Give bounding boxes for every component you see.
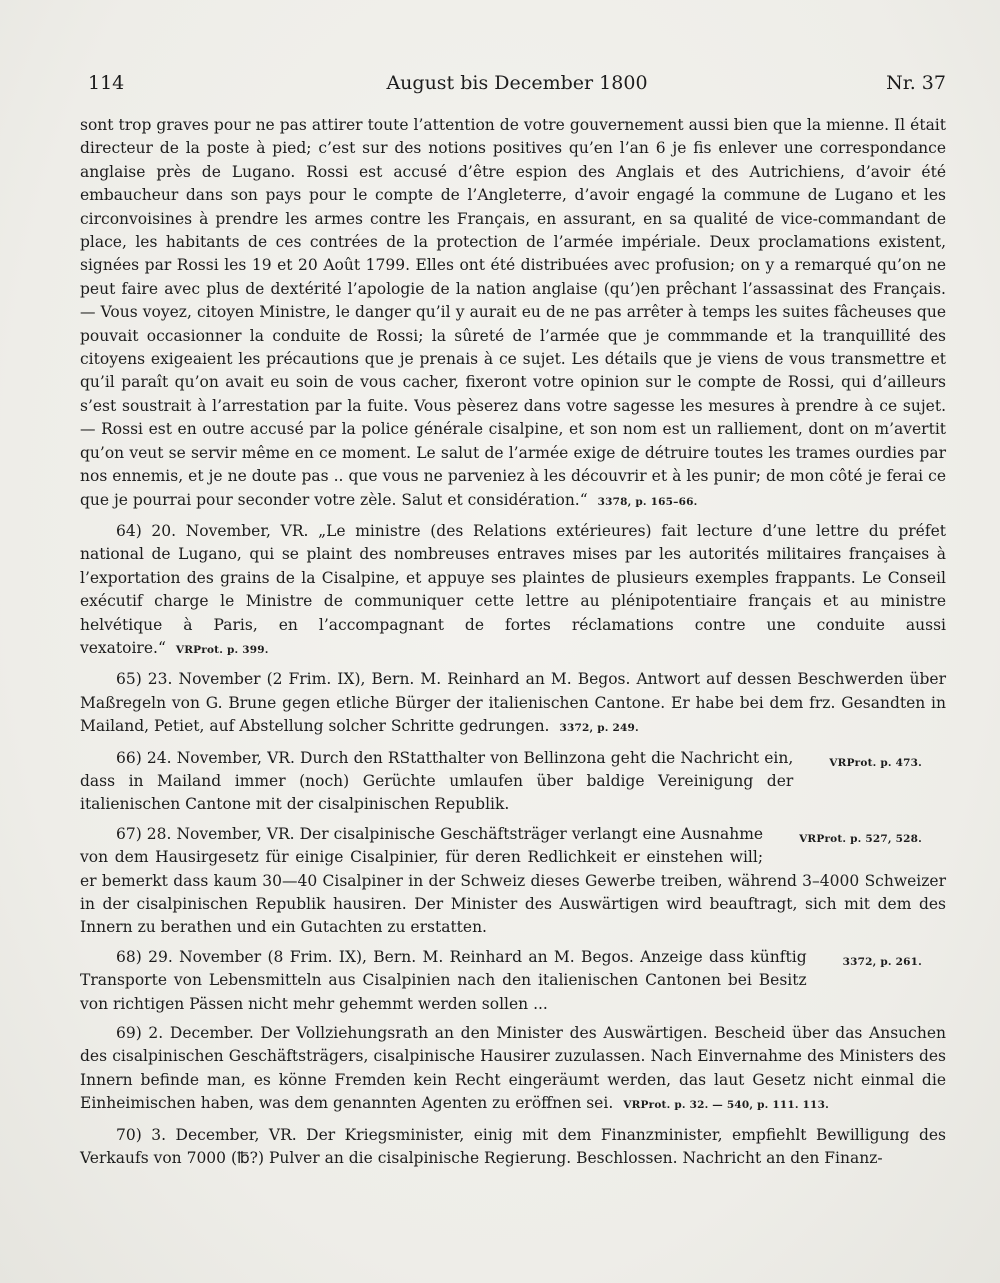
entry-paragraph [80,668,946,740]
source-reference: 3378, p. 165–66. [597,495,698,508]
entry-paragraph [80,823,946,940]
paragraph-text: sont trop graves pour ne pas attirer toute l’attention de votre gouvernement aussi bien que la mienne. Il était directeur de la poste à pied; c’est sur des notions positives qu’en l’an 6 je fis enlever une correspondance anglaise près de Lugano. Rossi est accusé d’être espion des Anglais et des Autrichiens, d’avoir été embaucheur dans son pays pour le compte de l’Angleterre, d’avoir engagé la commune de Lugano et les circonvoisines à prendre les armes contre les Français, en assurant, en sa qualité de vice-commandant de place, les habitants de ces contrées de la protection de l’armée impériale. Deux proclamations existent, signées par Rossi les 19 et 20 Août 1799. Elles ont été distribuées avec profusion; on y a remarqué qu’on ne peut faire avec plus de dextérité l’apologie de la nation anglaise (qu’)en prêchant l’assassinat des Français. — Vous voyez, citoyen Ministre, le danger qu’il y aurait eu de ne pas arrêter à temps les suites fâcheuses que pouvait occasionner la conduite de Rossi; la sûreté de l’armée que je commmande et la tranquillité des citoyens exigeaient les précautions que je prenais à ce sujet. Les détails que je viens de vous transmettre et qu’il paraît qu’on avait eu soin de vous cacher, fixeront votre opinion sur le compte de Rossi, qui d’ailleurs s’est soustrait à l’arrestation par la fuite. Vous pèserez dans votre sagesse les mesures à prendre à ce sujet. — Rossi est en outre accusé par la police générale cisalpine, et son nom est un ralliement, dont on m’avertit qu’on veut se servir même en ce moment. Le salut de l’armée exige de détruire toutes les trames ourdies par nos ennemis, et je ne doute pas .. que vous ne parveniez à les découvrir et à les punir; de mon côté je ferai ce que je pourrai pour seconder votre zèle. Salut et considération.“ [80,116,946,509]
page-header [88,72,946,102]
document-body [80,114,946,1176]
document-number: Nr. 37 [886,72,946,94]
source-reference: 3372, p. 249. [559,722,639,735]
paragraph-text: 64) 20. November, VR. „Le ministre (des Relations extérieures) fait lecture d’une lettre du préfet national de Lugano, qui se plaint des nombreuses entraves mises par les autorités militaires françaises à l’exportation des grains de la Cisalpine, et appuye ses plaintes de plusieurs exemples frappants. Le Conseil exécutif charge le Ministre de communiquer cette lettre au plénipotentiaire français et au ministre helvétique à Paris, en l’accompagnant de fortes réclamations contre une conduite aussi vexatoire.“ [80,521,946,657]
running-title: August bis December 1800 [386,72,648,94]
entry-paragraph [80,1124,946,1171]
paragraph-text: 69) 2. December. Der Vollziehungsrath an den Minister des Auswärtigen. Bescheid über das Ansuchen des cisalpinischen Geschäftsträgers, cisalpinische Hausirer zuzulassen. Nach Einvernahme des Ministers des Innern befinde man, es könne Fremden kein Recht eingeräumt werden, das laut Gesetz nicht einmal die Einheimischen haben, was dem genannten Agenten zu eröffnen sei. [80,1024,946,1113]
source-reference: VRProt. p. 399. [175,643,269,656]
entry-paragraph [80,747,946,817]
entry-paragraph [80,114,946,514]
entry-paragraph [80,520,946,662]
source-reference: 3372, p. 261. [842,955,922,968]
source-reference: VRProt. p. 527, 528. [799,832,922,845]
source-reference: VRProt. p. 32. — 540, p. 111. 113. [623,1099,829,1112]
entry-paragraph [80,946,946,1016]
entry-paragraph [80,1022,946,1118]
paragraph-text: 70) 3. December, VR. Der Kriegsminister, einig mit dem Finanzminister, empfiehlt Bewilligung des Verkaufs von 7000 (℔?) Pulver an die cisalpinische Regierung. Beschlossen. Nachricht an den Finanz- [80,1125,946,1168]
paragraph-text: 66) 24. November, VR. Durch den RStatthalter von Bellinzona geht die Nachricht ein, dass in Mailand immer (noch) Gerüchte umlaufen über baldige Vereinigung der italienischen Cantone mit der cisalpinischen Republik. [80,748,794,814]
paragraph-text: 67) 28. November, VR. Der cisalpinische Geschäftsträger verlangt eine Ausnahme von dem Hausirgesetz für einige Cisalpinier, für deren Redlichkeit er einstehen will; er bemerkt dass kaum 30—40 Cisalpiner in der Schweiz dieses Gewerbe treiben, während 3–4000 Schweizer in der cisalpinischen Republik hausiren. Der Minister des Auswärtigen wird beauftragt, sich mit dem des Innern zu berathen und ein Gutachten zu erstatten. [80,824,946,937]
page-number: 114 [88,72,125,94]
paragraph-text: 65) 23. November (2 Frim. IX), Bern. M. Reinhard an M. Begos. Antwort auf dessen Beschwerden über Maßregeln von G. Brune gegen etliche Bürger der italienischen Cantone. Er habe bei dem frz. Gesandten in Mailand, Petiet, auf Abstellung solcher Schritte gedrungen. [80,670,946,736]
paragraph-text: 68) 29. November (8 Frim. IX), Bern. M. Reinhard an M. Begos. Anzeige dass künftig Transporte von Lebensmitteln aus Cisalpinien nach den italienischen Cantonen bei Besitz von richtigen Pässen nicht mehr gehemmt werden sollen ... [80,947,807,1013]
source-reference: VRProt. p. 473. [829,756,922,769]
